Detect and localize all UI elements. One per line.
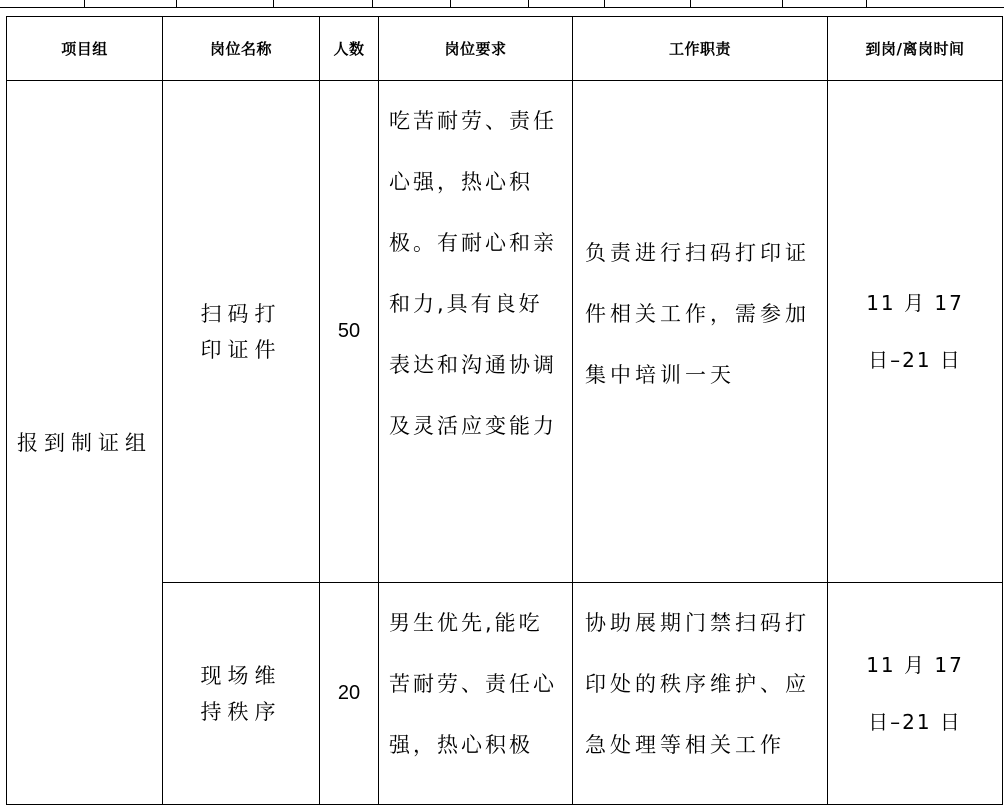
requirement-cell: [379, 583, 573, 805]
column-divider: [528, 0, 529, 8]
time-cell: [828, 583, 1003, 805]
requirement-cell: [379, 81, 573, 583]
column-divider: [690, 0, 691, 8]
position-name: 扫码打印证件: [200, 301, 282, 362]
header-position: 岗位名称: [163, 17, 320, 81]
volunteer-positions-table: [6, 16, 1003, 805]
duty-text: 负责进行扫码打印证件相关工作，需参加集中培训一天: [585, 241, 810, 387]
column-divider: [782, 0, 783, 8]
duty-text: 协助展期门禁扫码打印处的秩序维护、应急处理等相关工作: [585, 611, 810, 757]
column-divider: [450, 0, 451, 8]
column-divider: [604, 0, 605, 8]
time-text: 11 月 17 日–21 日: [866, 652, 964, 734]
header-duty: 工作职责: [573, 17, 828, 81]
column-divider: [866, 0, 867, 8]
duty-cell: [573, 583, 828, 805]
position-name: 现场维持秩序: [200, 663, 282, 724]
requirement-text: 吃苦耐劳、责任心强，热心积极。有耐心和亲和力,具有良好表达和沟通协调及灵活应变能力: [389, 109, 557, 438]
header-requirement: 岗位要求: [379, 17, 573, 81]
duty-cell: [573, 81, 828, 583]
header-count: 人数: [320, 17, 379, 81]
column-divider: [84, 0, 85, 8]
group-cell: [7, 81, 163, 805]
volunteer-positions-table-wrapper: [6, 16, 1002, 804]
count-cell: [320, 583, 379, 805]
count-cell: [320, 81, 379, 583]
column-divider: [372, 0, 373, 8]
requirement-text: 男生优先,能吃苦耐劳、责任心强，热心积极: [389, 611, 557, 757]
time-cell: [828, 81, 1003, 583]
count-value: 50: [337, 320, 361, 342]
group-name: 报到制证组: [17, 430, 152, 455]
previous-table-edge: [0, 0, 1004, 8]
column-divider: [176, 0, 177, 8]
position-cell: [163, 81, 320, 583]
count-value: 20: [337, 682, 361, 704]
position-cell: [163, 583, 320, 805]
header-time: 到岗/离岗时间: [828, 17, 1003, 81]
time-text: 11 月 17 日–21 日: [866, 290, 964, 372]
table-row: [7, 81, 1003, 583]
header-group: 项目组: [7, 17, 163, 81]
header-row: [7, 17, 1003, 81]
column-divider: [273, 0, 274, 8]
